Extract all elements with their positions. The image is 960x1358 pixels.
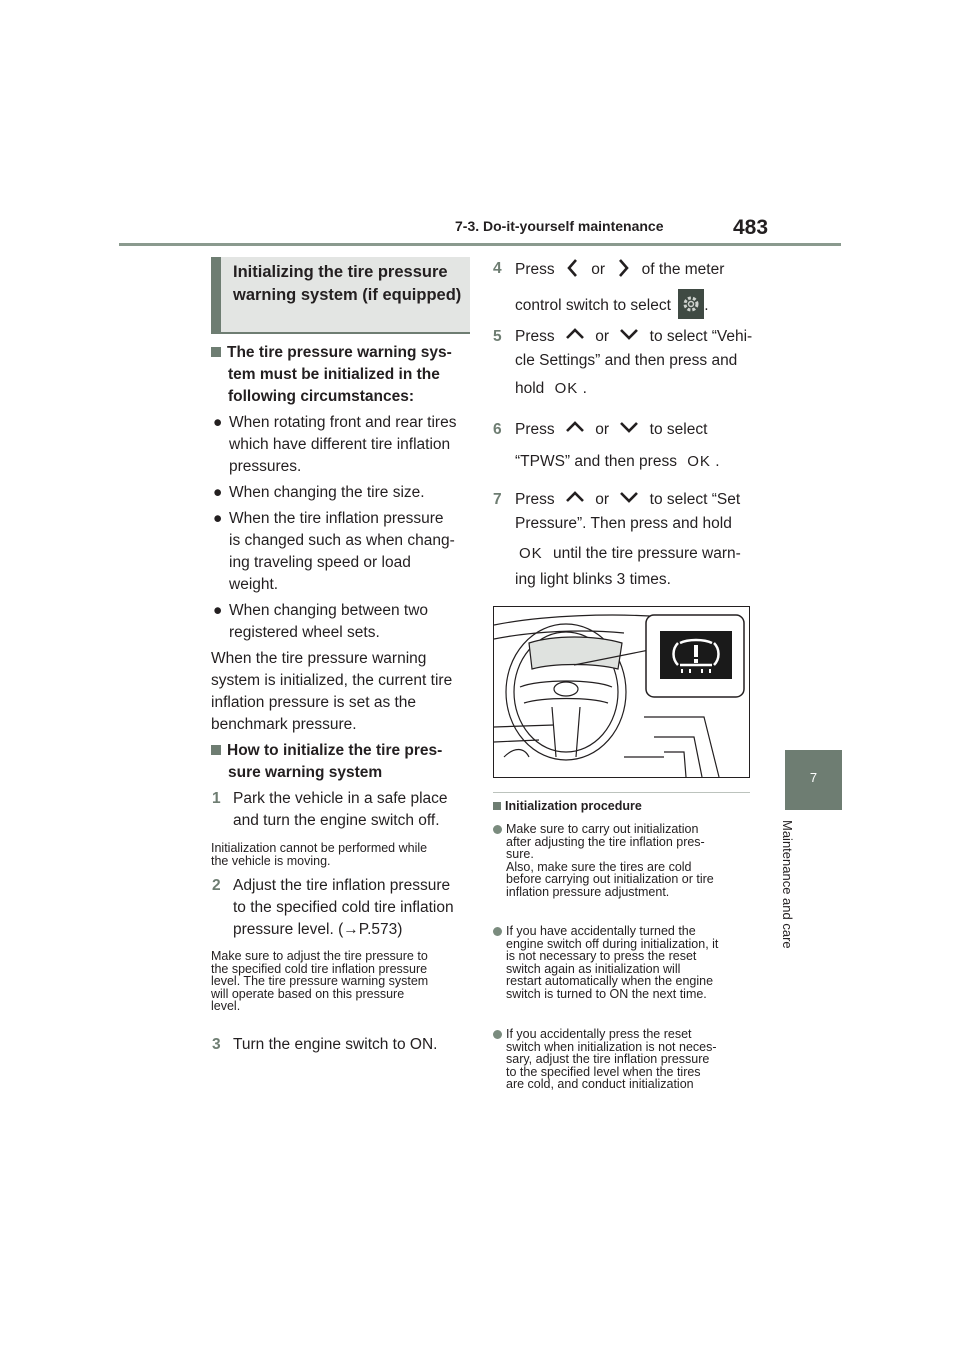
subheading-how-to-initialize: How to initialize the tire pres- sure warning system [211,740,442,784]
chapter-number: 7 [809,770,818,785]
step-3: 3 Turn the engine switch to ON. [212,1034,437,1056]
subheading-must-initialize: The tire pressure warning sys- tem must be initialized in the following circumstances: [211,342,452,408]
chevron-up-icon [565,420,585,434]
step-number: 4 [493,260,502,277]
note-divider [493,792,750,793]
chapter-label-text: Maintenance and care [780,820,795,949]
settings-gear-icon [678,289,704,319]
header-rule [119,243,841,246]
chapter-label [778,820,808,970]
step-number: 7 [493,491,502,508]
step-number: 5 [493,328,502,345]
note-item: If you have accidentally turned the engine switch off during initialization, it is not necessary to press the reset switch again as initialization will restart automatically when the engine switch is turned to ON the next time. [493,925,753,1000]
bullet-icon: ● [213,484,223,501]
dashboard-illustration [493,606,750,778]
chevron-up-icon [565,490,585,504]
bullet-icon [493,927,502,936]
step-1: 1 Park the vehicle in a safe place and turn the engine switch off. [212,790,448,829]
chevron-down-icon [619,327,639,341]
bullet-icon: ● [213,510,223,527]
page-number: 483 [733,216,769,239]
step-number: 1 [212,790,221,807]
bullet-icon: ● [213,602,223,619]
chevron-down-icon [619,420,639,434]
ok-button-symbol: OK [554,380,579,397]
square-bullet-icon [493,802,501,810]
step-number: 2 [212,877,221,894]
bullet-icon [493,825,502,834]
section-title: 7-3. Do-it-yourself maintenance [455,218,664,234]
bullet-item: ● When the tire inflation pressure is changed such as when chang- ing traveling speed or load weight. [213,510,455,593]
bullet-item: ● When changing between two registered wheel sets. [213,602,429,641]
section-heading-box [211,257,470,334]
bullet-item: ● When rotating front and rear tires which have different tire inflation pressures. [213,414,457,475]
chevron-right-icon [615,258,631,278]
section-heading: Initializing the tire pressure warning system (if equipped) [233,263,462,304]
step-number: 6 [493,421,502,438]
chevron-down-icon [619,490,639,504]
bullet-item: ● When changing the tire size. [213,482,425,504]
chevron-up-icon [565,327,585,341]
chevron-left-icon [565,258,581,278]
chapter-tab[interactable] [785,750,842,810]
square-bullet-icon [211,347,221,357]
dashboard-drawing [494,607,749,777]
square-bullet-icon [211,745,221,755]
note-item: Make sure to carry out initialization after adjusting the tire inflation pres- sure. Also, make sure the tires are cold before carrying out initialization or tire inflation pressure adjustment. [493,823,753,898]
page-reference-link[interactable]: pressure level. (→P.573) [233,921,403,938]
ok-button-symbol: OK [519,545,543,562]
step-2: 2 Adjust the tire inflation pressure to the specified cold tire inflation pressure level. (→P.573) [212,875,454,941]
step-number: 3 [212,1036,221,1053]
paragraph: When the tire pressure warning system is initialized, the current tire inflation pressure is set as the benchmark pressure. [211,650,453,733]
note-heading: Initialization procedure [493,799,642,813]
ok-button-symbol: OK [687,453,711,470]
note: Make sure to adjust the tire pressure to the specified cold tire inflation pressure level. The tire pressure warning system will operate based on this pressure level. [211,949,429,1013]
bullet-icon [493,1030,502,1039]
bullet-icon: ● [213,414,223,431]
note-item: If you accidentally press the reset switch when initialization is not neces- sary, adjust the tire inflation pressure to the specified level when the tires are cold, and conduct initialization [493,1028,753,1091]
note: Initialization cannot be performed while the vehicle is moving. [211,841,428,868]
